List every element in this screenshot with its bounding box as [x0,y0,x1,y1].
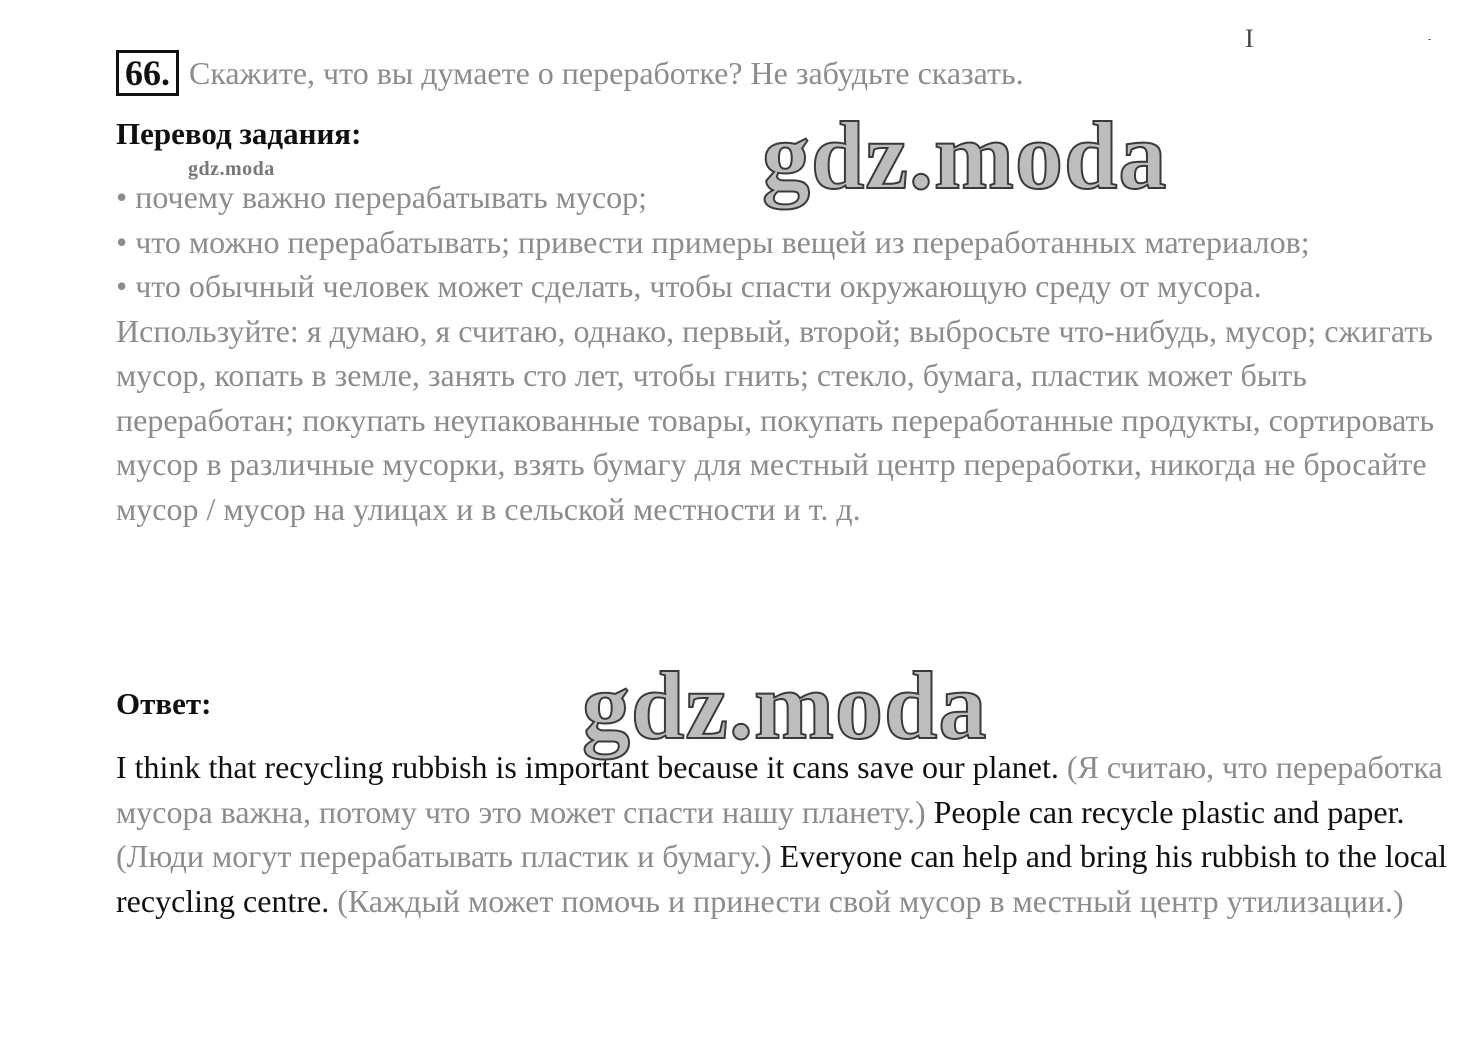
task-number: 66. [116,50,179,96]
translation-body [116,175,1436,531]
translation-line: • что обычный человек может сделать, чтобы спасти окружающую среду от мусора. [116,268,1262,304]
watermark-logo: gdz.moda [762,102,1168,209]
translation-line: • что можно перерабатывать; привести примеры вещей из переработанных материалов; [116,223,1310,260]
watermark-logo: gdz.moda [582,652,988,759]
task-line [116,48,1024,98]
translation-line: Используйте: я думаю, я считаю, однако, первый, второй; выбросьте что-нибудь, мусор; сжигать мусор, копать в земле, занять сто лет, чтобы гнить; стекло, бумага, пластик может быть переработан; покупать неупакованные товары, покупать переработанные продукты, сортировать мусор в различные мусорки, взять бумагу для местный центр переработки, никогда не бросайте мусор / мусор на улицах и в сельской местности и т. д. [116,312,1435,527]
answer-body [116,745,1456,923]
answer-sentence-en: I think that recycling rubbish is important because it cans save our planet. [116,749,1059,785]
translation-line: • почему важно перерабатывать мусор; [116,179,648,215]
task-text: Скажите, что вы думаете о переработке? Не забудьте сказать. [189,54,1024,91]
answer-sentence-ru: (Каждый может помочь и принести свой мусор в местный центр утилизации.) [337,882,1404,919]
answer-heading: Ответ: [116,686,212,721]
translation-heading: Перевод задания: [116,116,362,151]
margin-mark: I [1245,24,1254,53]
answer-sentence-en: Everyone can help and bring his rubbish to the local recycling centre. [116,838,1448,919]
answer-sentence-ru: (Люди могут перерабатывать пластик и бумагу.) [116,838,772,874]
answer-sentence-ru: (Я считаю, что переработка мусора важна, потому что это может спасти нашу планету.) [116,749,1443,830]
answer-sentence-en: People can recycle plastic and paper. [933,793,1405,830]
watermark-small: gdz.moda [188,158,275,180]
margin-mark: - [1428,34,1432,45]
